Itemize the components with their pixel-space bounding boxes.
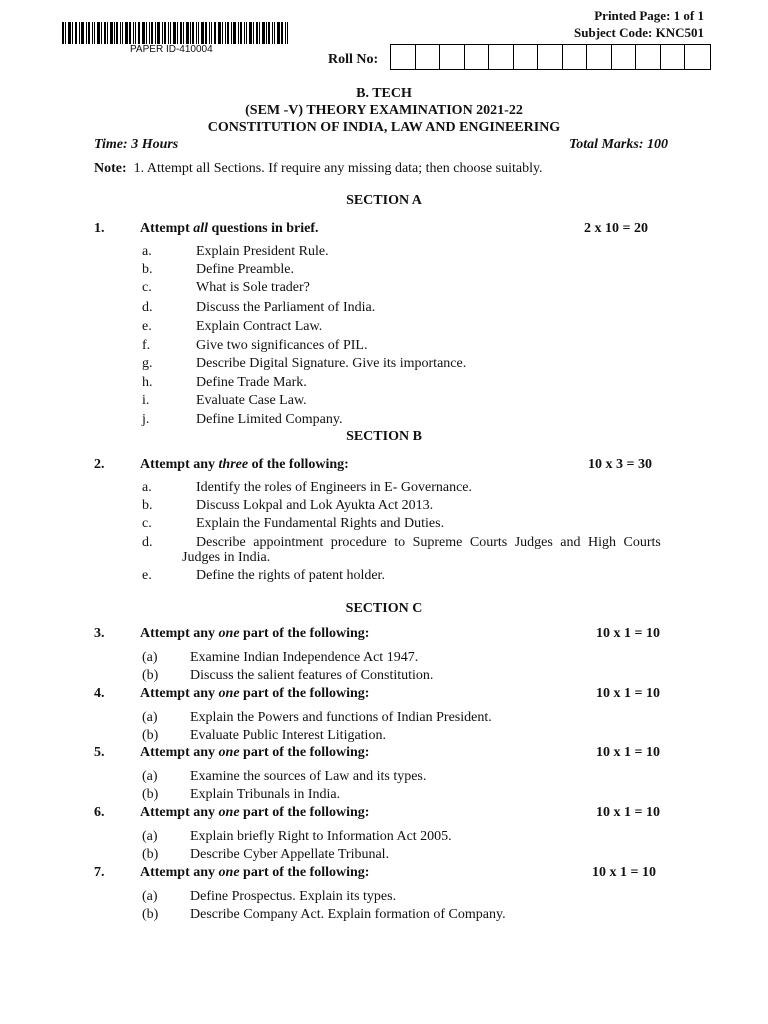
item-text: What is Sole trader?: [196, 280, 310, 295]
part-text: Define Prospectus. Explain its types.: [190, 889, 397, 904]
part-text: Describe Company Act. Explain formation of Company.: [190, 907, 506, 922]
roll-no-box: [391, 45, 416, 69]
instruction-text: part of the following:: [239, 865, 370, 880]
question-marks: 10 x 1 = 10: [592, 865, 656, 880]
part-text: Evaluate Public Interest Litigation.: [190, 728, 386, 743]
item-text: Explain President Rule.: [196, 244, 329, 259]
subject-title: CONSTITUTION OF INDIA, LAW AND ENGINEERING: [207, 120, 561, 135]
printed-page: Printed Page: 1 of 1: [594, 8, 704, 23]
part-label: (b): [142, 787, 159, 802]
question-instruction: [140, 865, 369, 881]
roll-no-box: [440, 45, 465, 69]
section-c-heading: SECTION C: [345, 601, 423, 616]
item-text: Define Trade Mark.: [196, 375, 307, 390]
part-text: Examine the sources of Law and its types.: [190, 769, 427, 784]
item-text: Explain Contract Law.: [196, 319, 323, 334]
instruction-text: Attempt any: [140, 686, 219, 701]
note-label: Note:: [94, 161, 127, 176]
item-text: Define the rights of patent holder.: [196, 568, 385, 583]
roll-no-box: [661, 45, 686, 69]
part-text: Examine Indian Independence Act 1947.: [190, 650, 419, 665]
roll-no-box: [587, 45, 612, 69]
note-text: 1. Attempt all Sections. If require any missing data; then choose suitably.: [133, 161, 543, 176]
item-text: Discuss the Parliament of India.: [196, 300, 376, 315]
question-marks: 10 x 1 = 10: [596, 745, 660, 760]
item-label: j.: [142, 412, 150, 427]
item-label: e.: [142, 568, 152, 583]
note: [94, 161, 543, 177]
item-text: Describe appointment procedure to Supreme Courts Judges and High Courts: [196, 535, 661, 550]
item-label: c.: [142, 280, 152, 295]
item-label: b.: [142, 498, 153, 513]
instruction-text: Attempt any: [140, 745, 219, 760]
question-marks: 10 x 1 = 10: [596, 686, 660, 701]
part-text: Discuss the salient features of Constitution.: [190, 668, 434, 683]
roll-no-box: [538, 45, 563, 69]
roll-no-box: [489, 45, 514, 69]
instruction-text: part of the following:: [239, 805, 370, 820]
instruction-text: Attempt any: [140, 626, 219, 641]
instruction-text: Attempt any: [140, 805, 219, 820]
question-number: 5.: [94, 745, 105, 760]
item-label: d.: [142, 300, 153, 315]
instruction-emphasis: one: [218, 865, 240, 880]
list-item-continuation: Judges in India.: [182, 550, 271, 565]
item-text: Identify the roles of Engineers in E- Governance.: [196, 480, 473, 495]
roll-no-box: [685, 45, 710, 69]
roll-no-box: [465, 45, 490, 69]
roll-no-box: [636, 45, 661, 69]
instruction-text: part of the following:: [239, 745, 370, 760]
roll-no-box: [563, 45, 588, 69]
question-instruction: [140, 686, 369, 702]
roll-no-box: [514, 45, 539, 69]
item-label: e.: [142, 319, 152, 334]
instruction-emphasis: one: [218, 745, 240, 760]
item-text: Explain the Fundamental Rights and Duties.: [196, 516, 445, 531]
roll-no-box: [612, 45, 637, 69]
time-allowed: Time: 3 Hours: [94, 137, 179, 152]
item-label: a.: [142, 244, 152, 259]
item-label: b.: [142, 262, 153, 277]
section-b-heading: SECTION B: [346, 429, 422, 444]
part-text: Explain the Powers and functions of Indian President.: [190, 710, 492, 725]
question-instruction: [140, 745, 369, 761]
section-a-heading: SECTION A: [346, 193, 422, 208]
item-label: f.: [142, 338, 151, 353]
part-label: (a): [142, 769, 158, 784]
item-label: h.: [142, 375, 153, 390]
paper-id: PAPER ID-410004: [130, 44, 213, 55]
instruction-text: part of the following:: [239, 626, 370, 641]
instruction-emphasis: one: [218, 686, 240, 701]
exam-title: (SEM -V) THEORY EXAMINATION 2021-22: [245, 103, 523, 118]
question-marks: 10 x 1 = 10: [596, 805, 660, 820]
item-label: g.: [142, 356, 153, 371]
part-label: (b): [142, 907, 159, 922]
question-marks: 2 x 10 = 20: [584, 221, 648, 236]
item-text: Define Limited Company.: [196, 412, 343, 427]
question-number: 3.: [94, 626, 105, 641]
question-instruction: Attempt any three of the following:: [140, 457, 349, 472]
question-number: 2.: [94, 457, 105, 472]
part-text: Describe Cyber Appellate Tribunal.: [190, 847, 390, 862]
item-label: c.: [142, 516, 152, 531]
instruction-text: Attempt any: [140, 865, 219, 880]
part-label: (a): [142, 650, 158, 665]
question-instruction: [140, 626, 369, 642]
item-label: d.: [142, 535, 153, 550]
part-text: Explain briefly Right to Information Act 2005.: [190, 829, 452, 844]
item-text: Give two significances of PIL.: [196, 338, 368, 353]
question-number: 1.: [94, 221, 105, 236]
instruction-text: part of the following:: [239, 686, 370, 701]
item-label: a.: [142, 480, 152, 495]
item-text: Discuss Lokpal and Lok Ayukta Act 2013.: [196, 498, 434, 513]
question-number: 6.: [94, 805, 105, 820]
instruction-emphasis: one: [218, 626, 240, 641]
part-label: (b): [142, 847, 159, 862]
roll-no-boxes: [390, 44, 711, 70]
roll-no-label: Roll No:: [328, 52, 379, 67]
item-text: Evaluate Case Law.: [196, 393, 307, 408]
item-text: Describe Digital Signature. Give its importance.: [196, 356, 467, 371]
course-title: B. TECH: [356, 86, 412, 101]
question-instruction: [140, 805, 369, 821]
question-instruction: Attempt all questions in brief.: [140, 221, 319, 236]
part-label: (a): [142, 889, 158, 904]
barcode: [62, 22, 288, 44]
part-label: (a): [142, 829, 158, 844]
part-label: (b): [142, 668, 159, 683]
instruction-emphasis: one: [218, 805, 240, 820]
question-marks: 10 x 1 = 10: [596, 626, 660, 641]
total-marks: Total Marks: 100: [568, 137, 668, 152]
subject-code: Subject Code: KNC501: [574, 25, 704, 40]
part-label: (b): [142, 728, 159, 743]
part-text: Explain Tribunals in India.: [190, 787, 341, 802]
question-number: 4.: [94, 686, 105, 701]
part-label: (a): [142, 710, 158, 725]
item-label: i.: [142, 393, 150, 408]
question-marks: 10 x 3 = 30: [588, 457, 652, 472]
item-text: Define Preamble.: [196, 262, 294, 277]
question-number: 7.: [94, 865, 105, 880]
roll-no-box: [416, 45, 441, 69]
